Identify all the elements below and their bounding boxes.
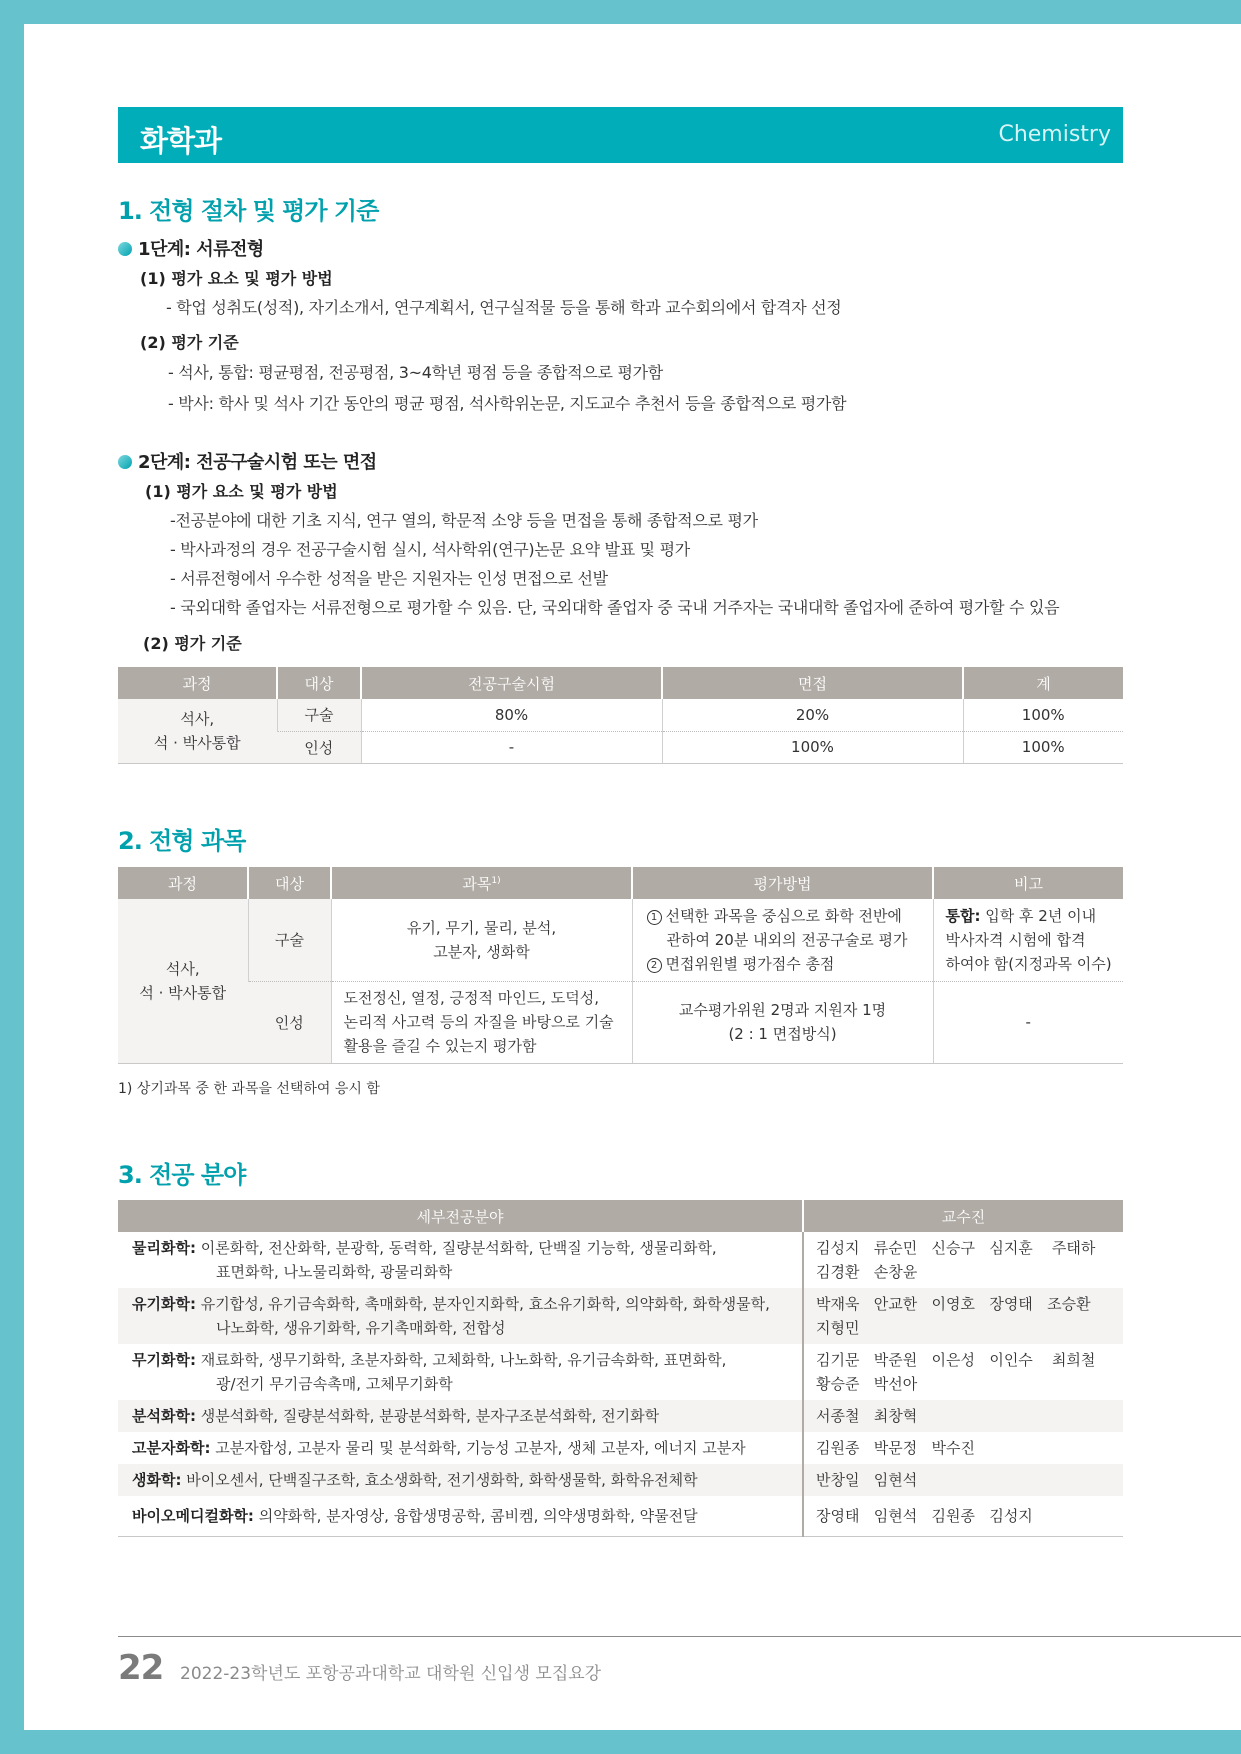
field-name: 고분자화학:	[132, 1439, 211, 1457]
field-description: 나노화학, 생유기화학, 유기촉매화학, 전합성	[216, 1319, 506, 1337]
field-description: 의약화학, 분자영상, 융합생명공학, 콤비켐, 의약생명화학, 약물전달	[258, 1507, 698, 1525]
field-cell	[118, 1400, 803, 1432]
bullet-dot-icon	[118, 455, 132, 469]
course-cell: 석사, 석 · 박사통합	[118, 699, 277, 763]
table-row	[118, 1496, 1123, 1537]
field-name: 생화학:	[132, 1471, 182, 1489]
total-cell: 100%	[963, 731, 1123, 763]
page-border-left	[0, 0, 24, 1754]
bullet-dot-icon	[118, 242, 132, 256]
table-header: 전공구술시험	[361, 667, 662, 699]
table-row	[118, 1232, 1123, 1288]
faculty-names: 김성지 류순민 신승구 심지훈 주태하	[816, 1239, 1096, 1257]
note-cell: 통합: 입학 후 2년 이내 박사자격 시험에 합격 하여야 함(지정과목 이수)	[933, 899, 1123, 981]
interview-cell: 100%	[662, 731, 963, 763]
exam-subjects-table	[118, 867, 1123, 1064]
department-title-english: Chemistry	[998, 122, 1111, 147]
field-description: 이론화학, 전산화학, 분광학, 동력학, 질량분석화학, 단백질 기능학, 생물리화학,	[200, 1239, 717, 1257]
table-row	[118, 1464, 1123, 1496]
stage2-heading	[118, 448, 377, 474]
field-cell	[118, 1496, 803, 1537]
table-header: 과정	[118, 667, 277, 699]
faculty-cell	[803, 1232, 1123, 1288]
stage2-sub1-line: - 국외대학 졸업자는 서류전형으로 평가할 수 있음. 단, 국외대학 졸업자 중 국내 거주자는 국내대학 졸업자에 준하여 평가할 수 있음	[170, 598, 1060, 617]
stage2-sub1-line: - 서류전형에서 우수한 성적을 받은 지원자는 인성 면접으로 선발	[170, 569, 608, 588]
faculty-names: 지형민	[816, 1319, 860, 1337]
total-cell: 100%	[963, 699, 1123, 731]
table-header-row	[118, 867, 1123, 899]
table-header: 계	[963, 667, 1123, 699]
table-row	[118, 1432, 1123, 1464]
faculty-names: 김경환 손창윤	[816, 1263, 918, 1281]
table-header: 대상	[248, 867, 331, 899]
stage1-heading	[118, 235, 264, 261]
faculty-cell	[803, 1288, 1123, 1344]
table-header-row	[118, 1200, 1123, 1232]
faculty-names: 김기문 박준원 이은성 이인수 최희철	[816, 1351, 1096, 1369]
field-description: 고분자합성, 고분자 물리 및 분석화학, 기능성 고분자, 생체 고분자, 에너지 고분자	[215, 1439, 746, 1457]
evaluation-criteria-table	[118, 667, 1123, 764]
stage2-sub2-title: (2) 평가 기준	[143, 634, 242, 653]
table-header: 대상	[277, 667, 361, 699]
table-header: 비고	[933, 867, 1123, 899]
table-row	[118, 1400, 1123, 1432]
table-header: 면접	[662, 667, 963, 699]
faculty-cell	[803, 1344, 1123, 1400]
section1-title: 1. 전형 절차 및 평가 기준	[118, 197, 379, 225]
section2-title: 2. 전형 과목	[118, 827, 246, 855]
table-row	[118, 1288, 1123, 1344]
target-cell: 구술	[277, 699, 361, 731]
table-header: 과목$^{1)}$	[331, 867, 632, 899]
field-description: 재료화학, 생무기화학, 초분자화학, 고체화학, 나노화학, 유기금속화학, 표면화학,	[200, 1351, 727, 1369]
stage1-sub2-title: (2) 평가 기준	[140, 333, 239, 352]
field-description: 생분석화학, 질량분석화학, 분광분석화학, 분자구조분석화학, 전기화학	[200, 1407, 660, 1425]
table-row	[118, 699, 1123, 731]
field-cell	[118, 1432, 803, 1464]
stage1-sub1-line: - 학업 성취도(성적), 자기소개서, 연구계획서, 연구실적물 등을 통해 학과 교수회의에서 합격자 선정	[166, 298, 842, 317]
field-description: 바이오센서, 단백질구조학, 효소생화학, 전기생화학, 화학생물학, 화학유전체학	[186, 1471, 698, 1489]
target-cell: 구술	[248, 899, 331, 981]
faculty-cell	[803, 1496, 1123, 1537]
oral-exam-cell: -	[361, 731, 662, 763]
page-border-bottom	[0, 1730, 1241, 1754]
table-row	[118, 899, 1123, 981]
interview-cell: 20%	[662, 699, 963, 731]
stage1-sub1-title: (1) 평가 요소 및 평가 방법	[140, 269, 333, 288]
field-description: 표면화학, 나노물리화학, 광물리화학	[216, 1263, 453, 1281]
circled-number-2: 2	[647, 958, 662, 973]
table-header-row	[118, 667, 1123, 699]
oral-exam-cell: 80%	[361, 699, 662, 731]
section3-title: 3. 전공 분야	[118, 1161, 246, 1189]
note-cell: -	[933, 981, 1123, 1063]
stage1-sub2-line: - 박사: 학사 및 석사 기간 동안의 평균 평점, 석사학위논문, 지도교수 추천서 등을 종합적으로 평가함	[168, 394, 847, 413]
method-cell: 교수평가위원 2명과 지원자 1명 (2 : 1 면접방식)	[632, 981, 933, 1063]
circled-number-1: 1	[647, 910, 662, 925]
faculty-names: 장영태 임현석 김원종 김성지	[816, 1507, 1033, 1525]
major-fields-body	[118, 1232, 1123, 1537]
target-cell: 인성	[277, 731, 361, 763]
stage2-sub1-line: -전공분야에 대한 기초 지식, 연구 열의, 학문적 소양 등을 면접을 통해 종합적으로 평가	[170, 511, 758, 530]
stage1-title: 1단계: 서류전형	[138, 239, 264, 260]
field-cell	[118, 1288, 803, 1344]
table-row	[118, 1344, 1123, 1400]
footer-divider	[118, 1636, 1241, 1637]
subject-footnote: 1) 상기과목 중 한 과목을 선택하여 응시 함	[118, 1081, 380, 1097]
stage2-title: 2단계: 전공구술시험 또는 면접	[138, 452, 377, 473]
field-cell	[118, 1344, 803, 1400]
subject-cell: 유기, 무기, 물리, 분석, 고분자, 생화학	[331, 899, 632, 981]
field-name: 물리화학:	[132, 1239, 196, 1257]
footer-text: 2022-23학년도 포항공과대학교 대학원 신입생 모집요강	[180, 1664, 602, 1684]
page-number: 22	[118, 1648, 164, 1688]
faculty-names: 김원종 박문정 박수진	[816, 1439, 976, 1457]
faculty-names: 반창일 임현석	[816, 1471, 918, 1489]
department-banner	[118, 107, 1123, 163]
department-title: 화학과	[140, 124, 222, 158]
faculty-cell	[803, 1464, 1123, 1496]
table-header: 과정	[118, 867, 248, 899]
course-cell: 석사, 석 · 박사통합	[118, 899, 248, 1063]
field-name: 분석화학:	[132, 1407, 196, 1425]
field-name: 무기화학:	[132, 1351, 196, 1369]
field-cell	[118, 1464, 803, 1496]
table-header: 교수진	[803, 1200, 1123, 1232]
field-cell	[118, 1232, 803, 1288]
faculty-names: 서종철 최창혁	[816, 1407, 918, 1425]
table-row	[118, 981, 1123, 1063]
faculty-names: 박재욱 안교한 이영호 장영태 조승환	[816, 1295, 1091, 1313]
subject-cell: 도전정신, 열정, 긍정적 마인드, 도덕성, 논리적 사고력 등의 자질을 바탕으로 기술 활용을 즐길 수 있는지 평가함	[331, 981, 632, 1063]
field-description: 광/전기 무기금속촉매, 고체무기화학	[216, 1375, 453, 1393]
stage2-sub1-line: - 박사과정의 경우 전공구술시험 실시, 석사학위(연구)논문 요약 발표 및 평가	[170, 540, 690, 559]
faculty-cell	[803, 1400, 1123, 1432]
table-header: 세부전공분야	[118, 1200, 803, 1232]
faculty-cell	[803, 1432, 1123, 1464]
field-name: 유기화학:	[132, 1295, 196, 1313]
field-name: 바이오메디컬화학:	[132, 1507, 254, 1525]
stage2-sub1-title: (1) 평가 요소 및 평가 방법	[145, 482, 338, 501]
stage1-sub2-line: - 석사, 통합: 평균평점, 전공평점, 3~4학년 평점 등을 종합적으로 평가함	[168, 363, 663, 382]
field-description: 유기합성, 유기금속화학, 촉매화학, 분자인지화학, 효소유기화학, 의약화학, 화학생물학,	[200, 1295, 770, 1313]
method-cell: 1 선택한 과목을 중심으로 화학 전반에 관하여 20분 내외의 전공구술로 평가 2 면접위원별 평가점수 총점	[632, 899, 933, 981]
table-header: 평가방법	[632, 867, 933, 899]
major-fields-table	[118, 1200, 1123, 1537]
page-border-top	[0, 0, 1241, 24]
target-cell: 인성	[248, 981, 331, 1063]
faculty-names: 황승준 박선아	[816, 1375, 918, 1393]
